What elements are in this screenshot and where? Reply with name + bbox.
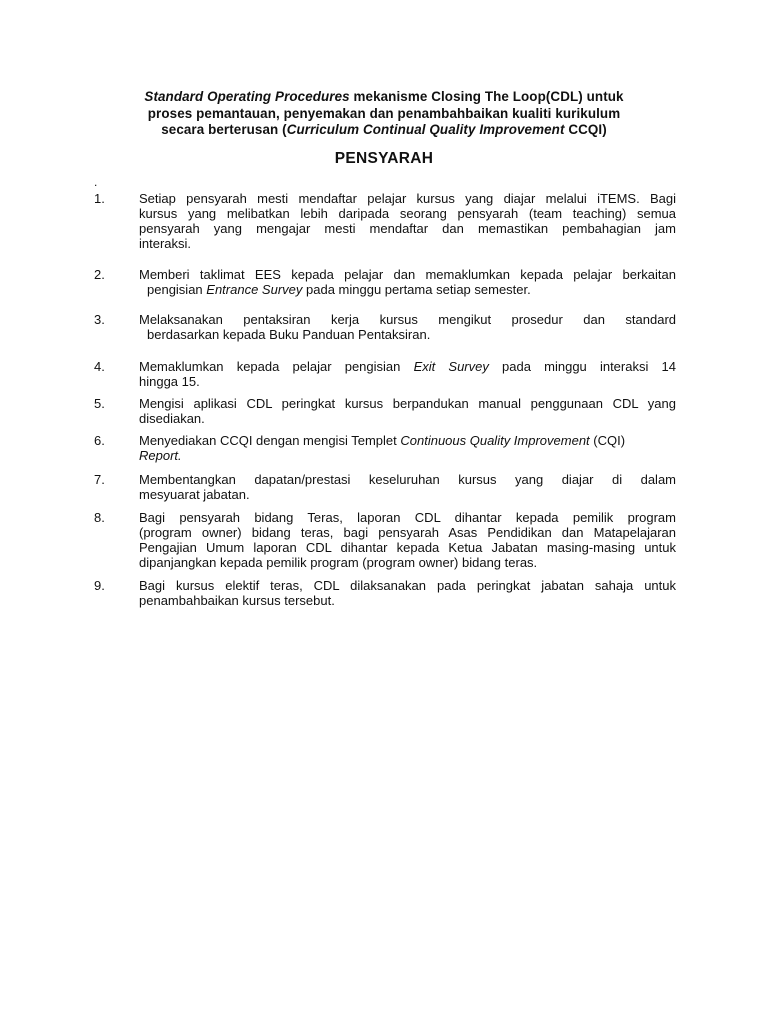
item-text (139, 510, 676, 570)
item-number: 4. (94, 359, 105, 374)
title-line-3-post: CCQI) (564, 122, 607, 137)
item-line: disediakan. (139, 411, 205, 426)
item-line (139, 359, 676, 374)
item-number: 6. (94, 433, 105, 448)
item-line (139, 433, 676, 448)
list-item-9 (94, 578, 676, 608)
item-text (139, 396, 676, 426)
item-number: 9. (94, 578, 105, 593)
item-text (139, 267, 676, 297)
item-line: Mengisi aplikasi CDL peringkat kursus berpandukan manual penggunaan CDL yang (139, 396, 676, 411)
item-line: hingga 15. (139, 374, 200, 389)
item-line: Melaksanakan pentaksiran kerja kursus mengikut prosedur dan standard (139, 312, 676, 327)
list-item-1 (94, 191, 676, 251)
item-number: 7. (94, 472, 105, 487)
item-line: Bagi kursus elektif teras, CDL dilaksanakan pada peringkat jabatan sahaja untuk (139, 578, 676, 593)
title-line-1 (110, 89, 658, 106)
item-line: pensyarah yang mengajar mesti mendaftar dan memastikan pembahagian jam (139, 221, 676, 236)
item-line-italic: Continuous Quality Improvement (400, 433, 590, 448)
item-line: penambahbaikan kursus tersebut. (139, 593, 335, 608)
item-line: kursus yang melibatkan lebih daripada seorang pensyarah (team teaching) semua (139, 206, 676, 221)
title-line-3-pre: secara berterusan ( (161, 122, 287, 137)
stray-dot: . (94, 175, 98, 189)
item-line: interaksi. (139, 236, 192, 251)
item-line: mesyuarat jabatan. (139, 487, 250, 502)
item-text (139, 472, 676, 502)
list-item-2 (94, 267, 676, 297)
item-line-pre: pengisian (147, 282, 207, 297)
item-line: Setiap pensyarah mesti mendaftar pelajar kursus yang diajar melalui iTEMS. Bagi (139, 191, 676, 206)
item-number: 1. (94, 191, 105, 206)
item-line-italic: Report. (139, 448, 182, 463)
item-number: 2. (94, 267, 105, 282)
item-line: Membentangkan dapatan/prestasi keseluruhan kursus yang diajar di dalam (139, 472, 676, 487)
item-line (139, 448, 676, 463)
item-text (139, 191, 676, 251)
title-line-1-italic: Standard Operating Procedures (144, 89, 350, 104)
list-item-6 (94, 433, 676, 463)
document-title (110, 89, 658, 139)
item-line-pre: Memaklumkan kepada pelajar pengisian (139, 359, 414, 374)
title-line-3 (110, 122, 658, 139)
item-text (139, 359, 676, 389)
item-number: 8. (94, 510, 105, 525)
item-line: Bagi pensyarah bidang Teras, laporan CDL dihantar kepada pemilik program (139, 510, 676, 525)
item-line: (program owner) bidang teras, bagi pensyarah Asas Pendidikan dan Matapelajaran (139, 525, 676, 540)
title-line-3-italic: Curriculum Continual Quality Improvement (286, 122, 565, 137)
item-number: 3. (94, 312, 105, 327)
list-item-7 (94, 472, 676, 502)
section-heading: PENSYARAH (334, 150, 434, 167)
title-line-2: proses pemantauan, penyemakan dan penambahbaikan kualiti kurikulum (147, 105, 621, 121)
item-line: Memberi taklimat EES kepada pelajar dan memaklumkan kepada pelajar berkaitan (139, 267, 676, 282)
item-line-italic: Entrance Survey (206, 282, 303, 297)
list-item-8 (94, 510, 676, 570)
item-line: dipanjangkan kepada pemilik program (program owner) bidang teras. (139, 555, 538, 570)
item-line: berdasarkan kepada Buku Panduan Pentaksiran. (147, 327, 431, 342)
list-item-5 (94, 396, 676, 426)
item-line (139, 282, 676, 297)
item-number: 5. (94, 396, 105, 411)
list-item-4 (94, 359, 676, 389)
item-line-pre: Menyediakan CCQI dengan mengisi Templet (139, 433, 401, 448)
item-line-post: pada minggu pertama setiap semester. (302, 282, 531, 297)
item-line-post: pada minggu interaksi 14 (488, 359, 676, 374)
item-text (139, 433, 676, 463)
item-line: Pengajian Umum laporan CDL dihantar kepada Ketua Jabatan masing-masing untuk (139, 540, 676, 555)
item-line-post: (CQI) (589, 433, 626, 448)
item-line-italic: Exit Survey (413, 359, 489, 374)
item-text (139, 578, 676, 608)
title-line-1-rest: mekanisme Closing The Loop(CDL) untuk (349, 89, 624, 104)
list-item-3 (94, 312, 676, 342)
item-text (139, 312, 676, 342)
